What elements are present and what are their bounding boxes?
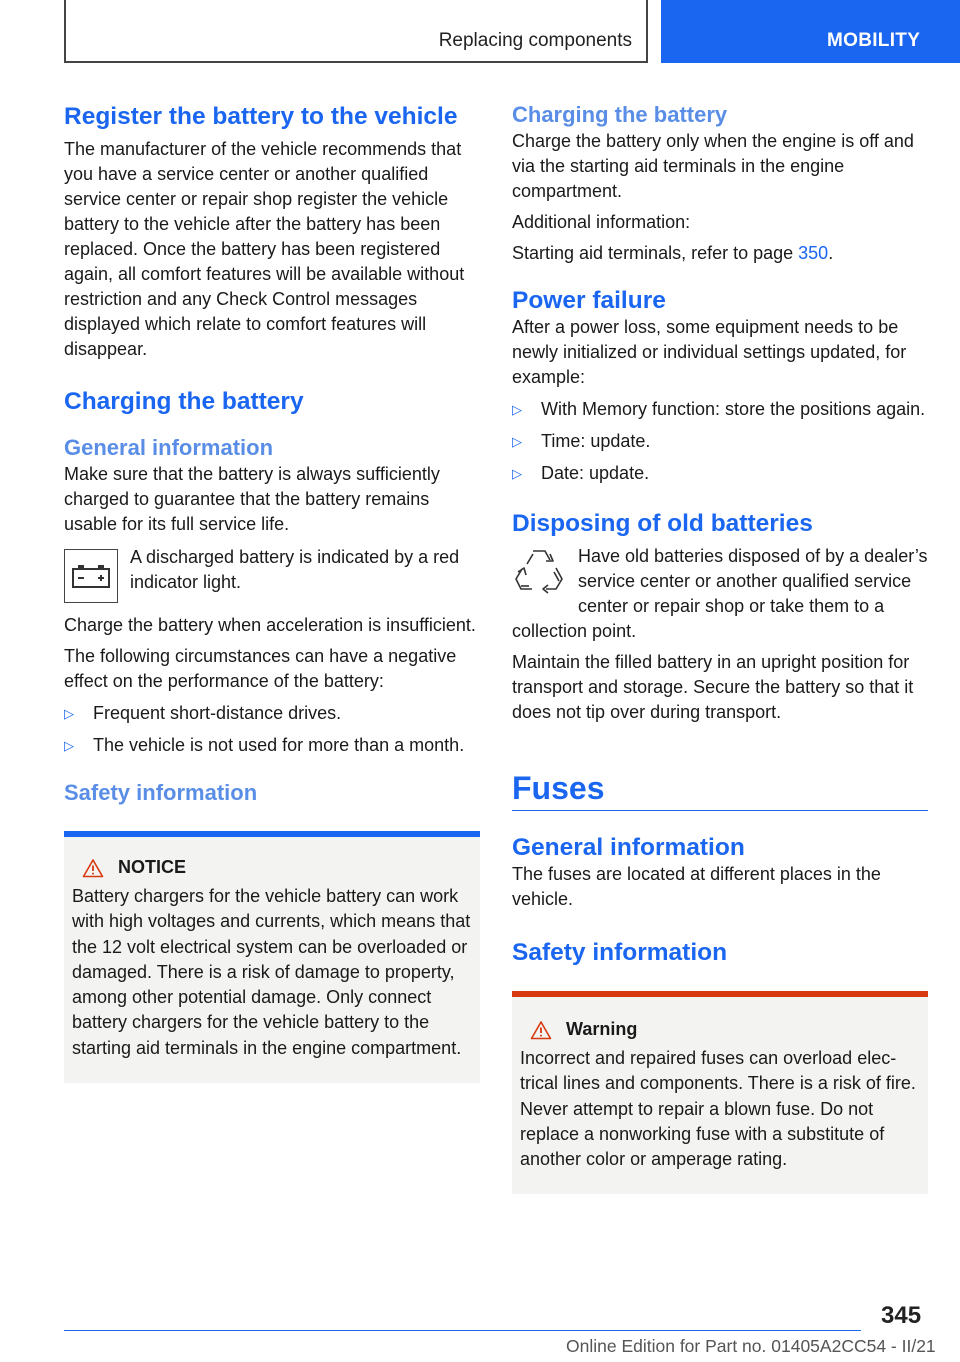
warning-triangle-icon xyxy=(82,858,104,878)
notice-label: NOTICE xyxy=(118,857,187,877)
general-information-heading: General information xyxy=(64,435,274,460)
battery-icon xyxy=(64,549,118,603)
fuses-general-heading: General information xyxy=(512,834,745,861)
fuses-title: Fuses xyxy=(512,769,928,811)
section-title: Replacing components xyxy=(438,30,632,51)
register-battery-heading: Register the battery to the vehicle xyxy=(64,103,458,130)
charging-battery-text: Charge the battery only when the engine is off and via the starting aid terminals in the engine compartment. xyxy=(512,131,914,201)
list-item: ▷ With Memory function: store the positions again. xyxy=(512,397,928,422)
page-link[interactable]: 350 xyxy=(798,243,829,263)
edition-text: Online Edition for Part no. 01405A2CC54 - II/21 xyxy=(566,1336,936,1356)
recycle-icon xyxy=(512,542,566,596)
charging-battery-heading: Charging the battery xyxy=(64,388,304,415)
page-number: 345 xyxy=(881,1302,922,1329)
additional-information-label: Additional information: xyxy=(512,212,691,232)
maintain-text: Maintain the filled battery in an upright position for transport and storage. Secure the battery so that it does not tip over during transport. xyxy=(512,652,914,722)
acceleration-text: Charge the battery when acceleration is insufficient. xyxy=(64,615,476,635)
fuses-safety-heading: Safety information xyxy=(512,939,728,966)
list-triangle-icon: ▷ xyxy=(64,706,74,721)
header-frame xyxy=(64,0,648,63)
list-triangle-icon: ▷ xyxy=(512,402,522,417)
circumstances-list xyxy=(64,701,480,758)
warning-header xyxy=(520,1019,920,1040)
list-item: ▷ Date: update. xyxy=(512,461,928,486)
list-triangle-icon: ▷ xyxy=(64,738,74,753)
safety-information-heading: Safety information xyxy=(64,780,258,805)
warning-label: Warning xyxy=(566,1019,638,1039)
list-triangle-icon: ▷ xyxy=(512,434,522,449)
warning-box xyxy=(512,991,928,1194)
disposing-text: Have old batteries disposed of by a dealer’s service center or another qualified service center or repair shop or take them to a collection point. xyxy=(512,546,928,641)
general-information-text: Make sure that the battery is always sufficiently charged to guarantee that the battery remains usable for its full service life. xyxy=(64,464,440,534)
right-column xyxy=(512,101,928,1194)
chapter-tab[interactable]: MOBILITY xyxy=(661,0,960,63)
circumstances-text: The following circumstances can have a negative effect on the performance of the battery: xyxy=(64,646,457,691)
disposing-block xyxy=(512,544,928,644)
list-triangle-icon: ▷ xyxy=(512,466,522,481)
left-column xyxy=(64,102,480,1083)
list-item: ▷ The vehicle is not used for more than a month. xyxy=(64,733,480,758)
battery-indicator-row xyxy=(64,545,480,603)
power-failure-heading: Power failure xyxy=(512,287,666,314)
list-item: ▷ Frequent short-distance drives. xyxy=(64,701,480,726)
power-failure-text: After a power loss, some equipment needs to be newly initialized or individual settings updated, for example: xyxy=(512,317,907,387)
starting-aid-reference: Starting aid terminals, refer to page 350. xyxy=(512,243,834,263)
warning-triangle-icon xyxy=(530,1020,552,1040)
register-battery-text: The manufacturer of the vehicle recommends that you have a service center or another qualified service center or repair shop register the vehicle battery to the vehicle after the battery has been replaced. Once the battery has been registered again, all comfort features will be available without restriction and any Check Control messages displayed which relate to comfort features will disappear. xyxy=(64,139,465,359)
notice-text: Battery chargers for the vehicle battery can work with high voltages and currents, which means that the 12 volt electrical system can be overloaded or damaged. There is a risk of damage to property, among other potential damage. Only connect battery chargers for the vehicle battery to the starting aid terminals in the engine compartment. xyxy=(72,886,471,1058)
power-failure-list xyxy=(512,397,928,486)
footer-divider xyxy=(64,1330,861,1331)
charging-battery-subheading: Charging the battery xyxy=(512,102,728,127)
fuses-general-text: The fuses are located at different places in the vehicle. xyxy=(512,864,881,909)
notice-box xyxy=(64,831,480,1083)
disposing-batteries-heading: Disposing of old batteries xyxy=(512,510,813,537)
warning-text: Incorrect and repaired fuses can overload electrical lines and components. There is a risk of fire. Never attempt to repair a blown fuse. Do not replace a nonworking fuse with a substitute of another color or amperage rating. xyxy=(520,1048,916,1170)
notice-header xyxy=(72,857,472,878)
battery-indicator-text: A discharged battery is indicated by a red indicator light. xyxy=(130,547,460,592)
list-item: ▷ Time: update. xyxy=(512,429,928,454)
